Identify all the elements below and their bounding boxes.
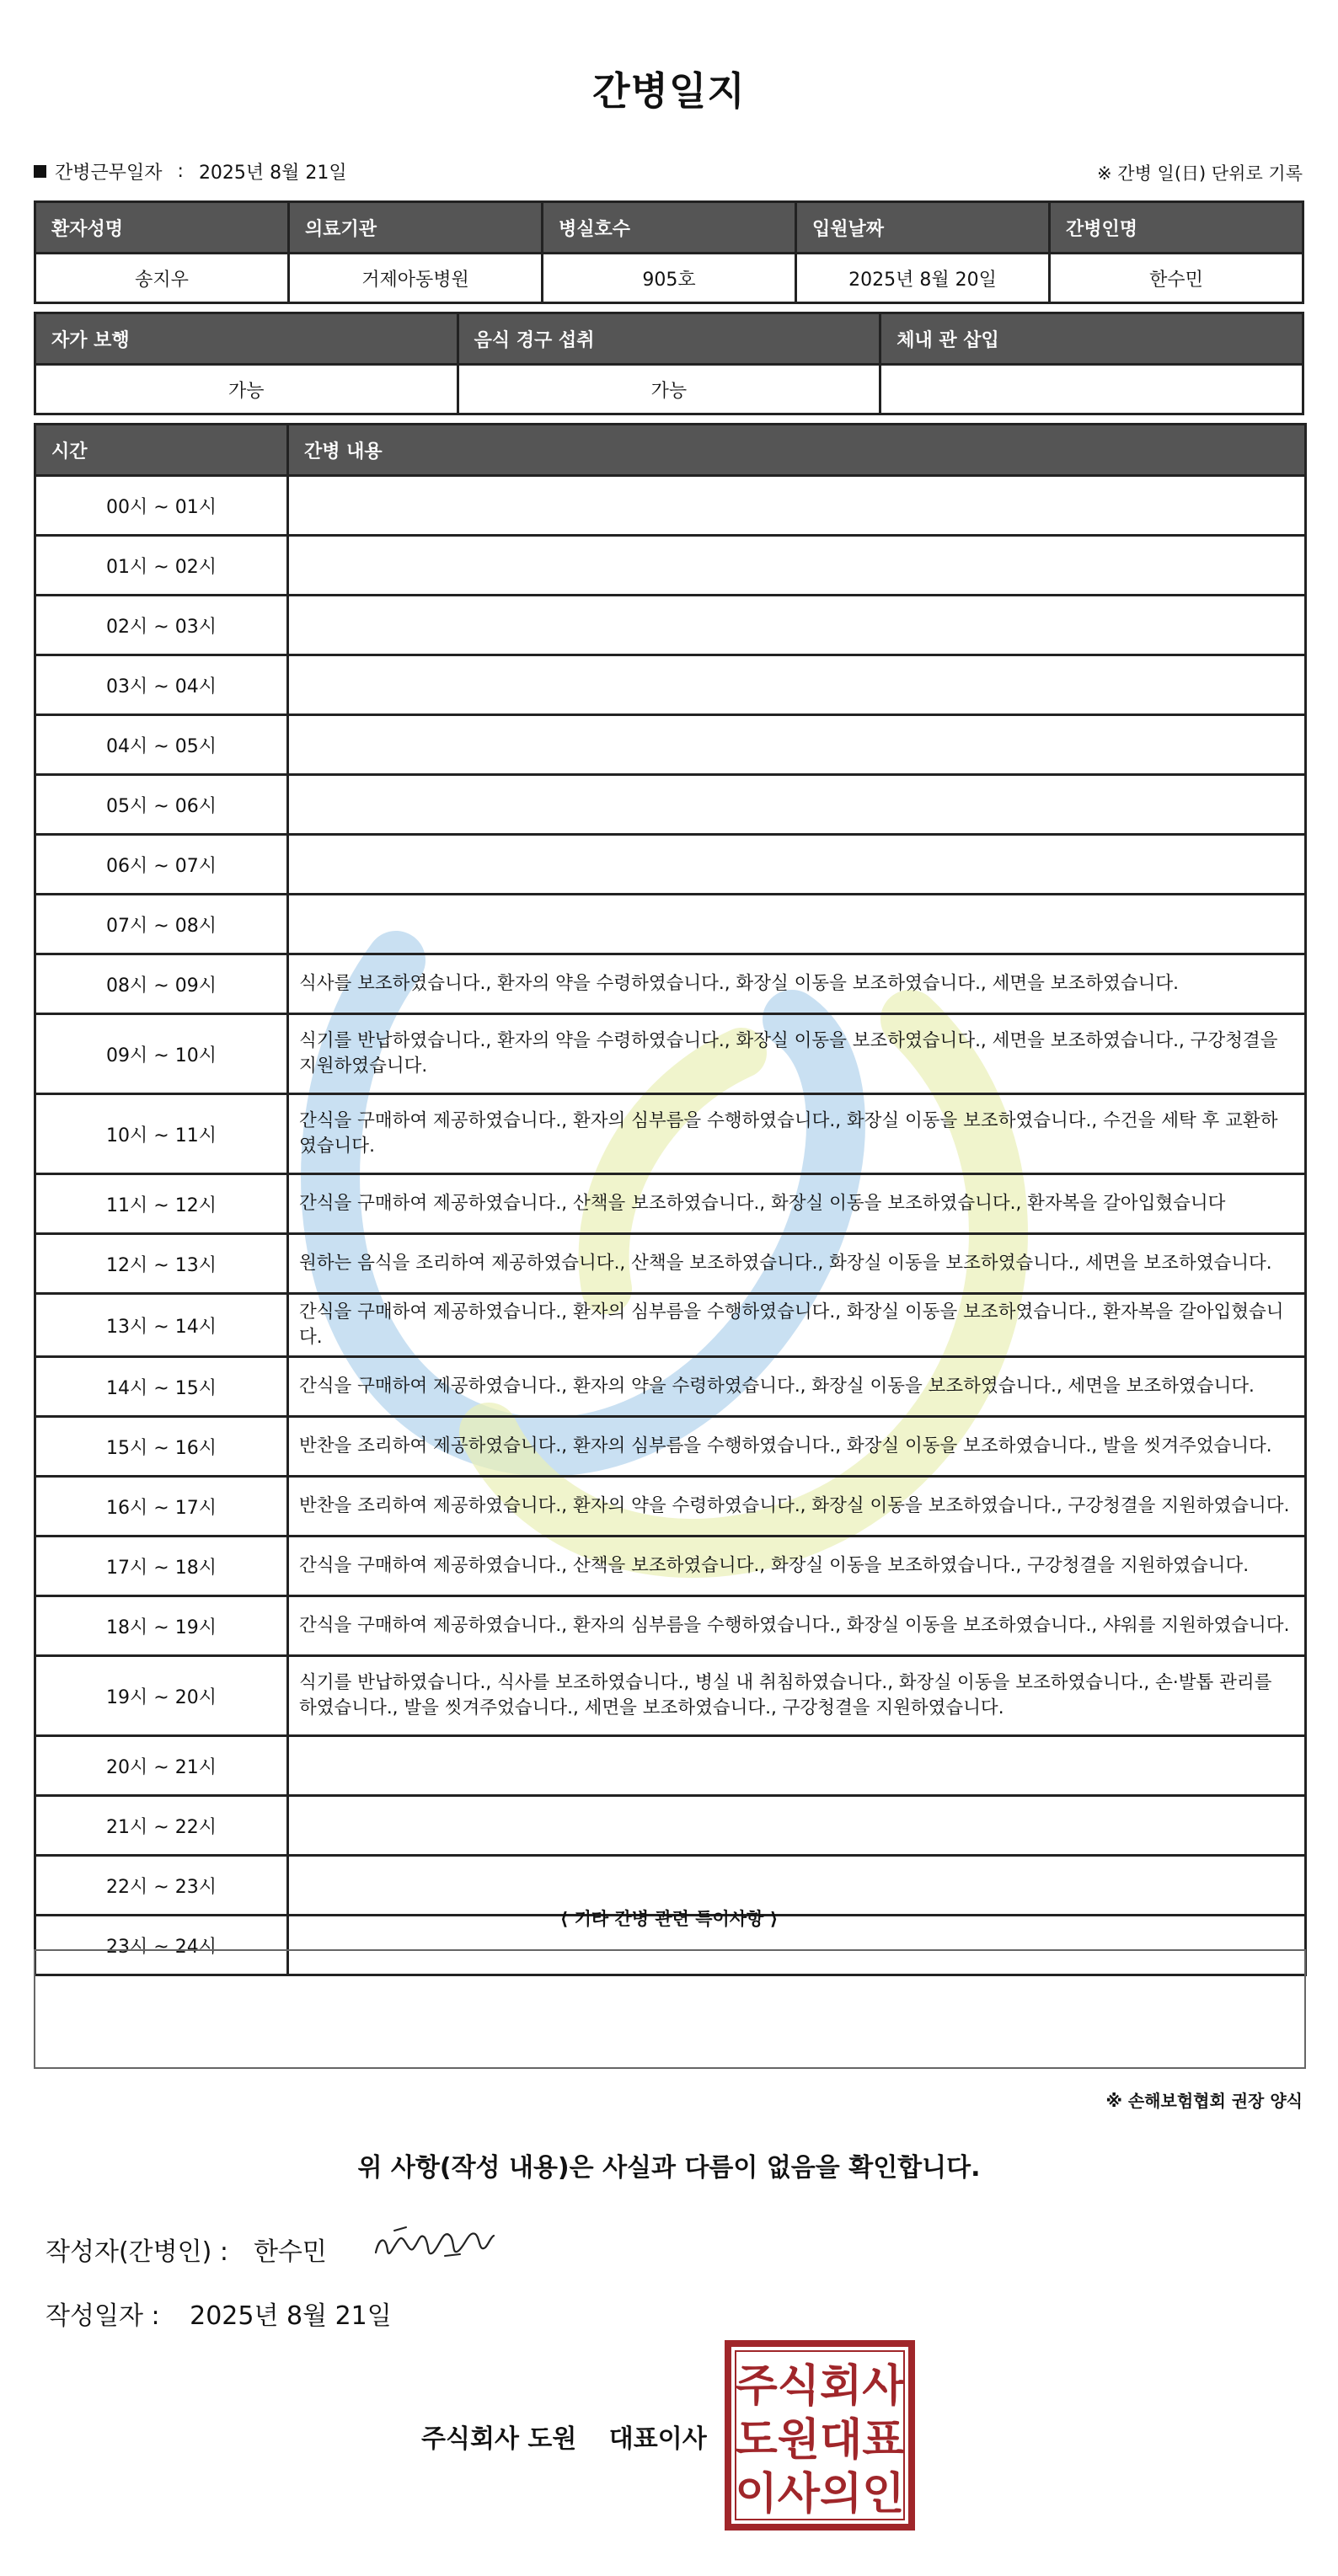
care-log-row [35, 1736, 1306, 1796]
care-log-time: 13시 ~ 14시 [35, 1294, 288, 1357]
care-log-content: 반찬을 조리하여 제공하였습니다., 환자의 약을 수령하였습니다., 화장실 이동을 보조하였습니다., 구강청결을 지원하였습니다. [288, 1477, 1306, 1537]
work-date [34, 158, 347, 184]
written-date-row [45, 2295, 392, 2332]
care-log-time: 11시 ~ 12시 [35, 1174, 288, 1234]
notes-box [34, 1949, 1306, 2069]
header-room: 병실호수 [543, 202, 796, 254]
care-log-time: 02시 ~ 03시 [35, 596, 288, 655]
signature-icon [371, 2219, 497, 2269]
care-log-row [35, 715, 1306, 775]
work-date-label: 간병근무일자 [55, 163, 163, 184]
care-log-time: 20시 ~ 21시 [35, 1736, 288, 1796]
work-date-value: 2025년 8월 21일 [198, 163, 347, 184]
care-log-time: 04시 ~ 05시 [35, 715, 288, 775]
care-log-content: 식기를 반납하였습니다., 식사를 보조하였습니다., 병실 내 취침하였습니다., 화장실 이동을 보조하였습니다., 손·발톱 관리를 하였습니다., 발을 씻겨주었습니다., 세면을 보조하였습니다., 구강청결을 지원하였습니다. [288, 1656, 1306, 1736]
care-log-time: 06시 ~ 07시 [35, 835, 288, 895]
care-log-time: 22시 ~ 23시 [35, 1856, 288, 1916]
header-care-content: 간병 내용 [288, 425, 1306, 476]
company-name: 주식회사 도원 [421, 2424, 577, 2454]
care-log-content [288, 596, 1306, 655]
header-time: 시간 [35, 425, 288, 476]
care-log-row [35, 775, 1306, 835]
header-self-walking: 자가 보행 [35, 313, 458, 365]
tube-insertion-value [880, 365, 1303, 414]
care-log-content [288, 536, 1306, 596]
care-log-content: 간식을 구매하여 제공하였습니다., 환자의 심부름을 수행하였습니다., 화장실 이동을 보조하였습니다., 샤워를 지원하였습니다. [288, 1596, 1306, 1656]
care-log-content: 간식을 구매하여 제공하였습니다., 환자의 심부름을 수행하였습니다., 화장실 이동을 보조하였습니다., 수건을 세탁 후 교환하였습니다. [288, 1094, 1306, 1174]
care-log-time: 10시 ~ 11시 [35, 1094, 288, 1174]
care-log-row [35, 1234, 1306, 1294]
ability-header-row [35, 313, 1303, 365]
care-log-time: 14시 ~ 15시 [35, 1357, 288, 1417]
company-signature-line [421, 2418, 707, 2455]
care-log-row [35, 1294, 1306, 1357]
care-log-row [35, 1537, 1306, 1596]
writer-name: 한수민 [253, 2237, 327, 2267]
recommend-note: ※ 손해보험협회 권장 양식 [1105, 2091, 1303, 2111]
care-log-content [288, 775, 1306, 835]
written-date-label: 작성일자 : [45, 2301, 160, 2331]
ability-value-row [35, 365, 1303, 414]
work-date-separator: : [177, 161, 184, 182]
care-log-row [35, 536, 1306, 596]
company-seal-stamp-icon [725, 2340, 915, 2531]
room-number: 905호 [543, 254, 796, 303]
care-log-time: 19시 ~ 20시 [35, 1656, 288, 1736]
care-log-content: 간식을 구매하여 제공하였습니다., 환자의 약을 수령하였습니다., 화장실 이동을 보조하였습니다., 세면을 보조하였습니다. [288, 1357, 1306, 1417]
patient-info-header-row [35, 202, 1303, 254]
care-log-row [35, 1174, 1306, 1234]
care-log-content: 반찬을 조리하여 제공하였습니다., 환자의 심부름을 수행하였습니다., 화장실 이동을 보조하였습니다., 발을 씻겨주었습니다. [288, 1417, 1306, 1477]
care-log-row [35, 1417, 1306, 1477]
care-log-row [35, 1357, 1306, 1417]
care-log-row [35, 1796, 1306, 1856]
care-log-content: 간식을 구매하여 제공하였습니다., 산책을 보조하였습니다., 화장실 이동을 보조하였습니다., 환자복을 갈아입혔습니다 [288, 1174, 1306, 1234]
patient-name: 송지우 [35, 254, 289, 303]
care-log-time: 18시 ~ 19시 [35, 1596, 288, 1656]
care-log-row [35, 1094, 1306, 1174]
writer-label: 작성자(간병인) : [45, 2237, 228, 2267]
care-log-time: 17시 ~ 18시 [35, 1537, 288, 1596]
unit-note: ※ 간병 일(日) 단위로 기록 [1097, 163, 1303, 184]
header-oral-intake: 음식 경구 섭취 [458, 313, 880, 365]
care-log-time: 16시 ~ 17시 [35, 1477, 288, 1537]
svg-text:도원대표: 도원대표 [735, 2415, 905, 2466]
admission-date: 2025년 8월 20일 [796, 254, 1050, 303]
care-log-time: 23시 ~ 24시 [35, 1916, 288, 1975]
care-log-content [288, 835, 1306, 895]
care-log-time: 15시 ~ 16시 [35, 1417, 288, 1477]
notes-title: ⟨ 기타 간병 관련 특이사항 ⟩ [559, 1909, 779, 1929]
header-admission-date: 입원날짜 [796, 202, 1050, 254]
care-log-time: 21시 ~ 22시 [35, 1796, 288, 1856]
bullet-square-icon [34, 165, 46, 178]
care-log-row [35, 655, 1306, 715]
confirmation-statement: 위 사항(작성 내용)은 사실과 다름이 없음을 확인합니다. [357, 2153, 981, 2183]
written-date-value: 2025년 8월 21일 [190, 2301, 392, 2331]
care-log-content: 원하는 음식을 조리하여 제공하였습니다., 산책을 보조하였습니다., 화장실 이동을 보조하였습니다., 세면을 보조하였습니다. [288, 1234, 1306, 1294]
care-log-content [288, 1796, 1306, 1856]
care-log-content: 간식을 구매하여 제공하였습니다., 환자의 심부름을 수행하였습니다., 화장실 이동을 보조하였습니다., 환자복을 갈아입혔습니다. [288, 1294, 1306, 1357]
page-title: 간병일지 [592, 68, 746, 114]
patient-ability-table [34, 312, 1304, 415]
care-log-row [35, 835, 1306, 895]
care-log-time: 12시 ~ 13시 [35, 1234, 288, 1294]
care-log-row [35, 954, 1306, 1014]
header-caregiver-name: 간병인명 [1050, 202, 1303, 254]
care-log-content: 식기를 반납하였습니다., 환자의 약을 수령하였습니다., 화장실 이동을 보조하였습니다., 세면을 보조하였습니다., 구강청결을 지원하였습니다. [288, 1014, 1306, 1094]
patient-info-table [34, 200, 1304, 304]
care-log-content [288, 1736, 1306, 1796]
header-hospital: 의료기관 [289, 202, 543, 254]
header-tube-insertion: 체내 관 삽입 [880, 313, 1303, 365]
care-log-row [35, 1596, 1306, 1656]
care-log-time: 08시 ~ 09시 [35, 954, 288, 1014]
care-log-content: 식사를 보조하였습니다., 환자의 약을 수령하였습니다., 화장실 이동을 보조하였습니다., 세면을 보조하였습니다. [288, 954, 1306, 1014]
care-log-content [288, 895, 1306, 954]
care-log-time: 09시 ~ 10시 [35, 1014, 288, 1094]
care-log-content: 간식을 구매하여 제공하였습니다., 산책을 보조하였습니다., 화장실 이동을 보조하였습니다., 구강청결을 지원하였습니다. [288, 1537, 1306, 1596]
svg-text:주식회사: 주식회사 [735, 2361, 905, 2412]
care-log-table [34, 423, 1307, 1976]
care-log-time: 07시 ~ 08시 [35, 895, 288, 954]
care-log-content [288, 476, 1306, 536]
care-log-time: 01시 ~ 02시 [35, 536, 288, 596]
svg-text:이사의인: 이사의인 [735, 2469, 905, 2520]
care-log-row [35, 1014, 1306, 1094]
care-log-header-row [35, 425, 1306, 476]
care-log-time: 05시 ~ 06시 [35, 775, 288, 835]
care-log-content [288, 715, 1306, 775]
care-log-time: 03시 ~ 04시 [35, 655, 288, 715]
care-log-row [35, 596, 1306, 655]
care-log-row [35, 476, 1306, 536]
representative-title: 대표이사 [608, 2424, 707, 2454]
header-patient-name: 환자성명 [35, 202, 289, 254]
care-log-row [35, 1656, 1306, 1736]
care-log-content [288, 655, 1306, 715]
care-log-row [35, 895, 1306, 954]
care-log-row [35, 1477, 1306, 1537]
oral-intake-value: 가능 [458, 365, 880, 414]
care-log-time: 00시 ~ 01시 [35, 476, 288, 536]
writer-row [45, 2231, 327, 2268]
self-walking-value: 가능 [35, 365, 458, 414]
caregiver-name: 한수민 [1050, 254, 1303, 303]
hospital-name: 거제아동병원 [289, 254, 543, 303]
patient-info-value-row [35, 254, 1303, 303]
